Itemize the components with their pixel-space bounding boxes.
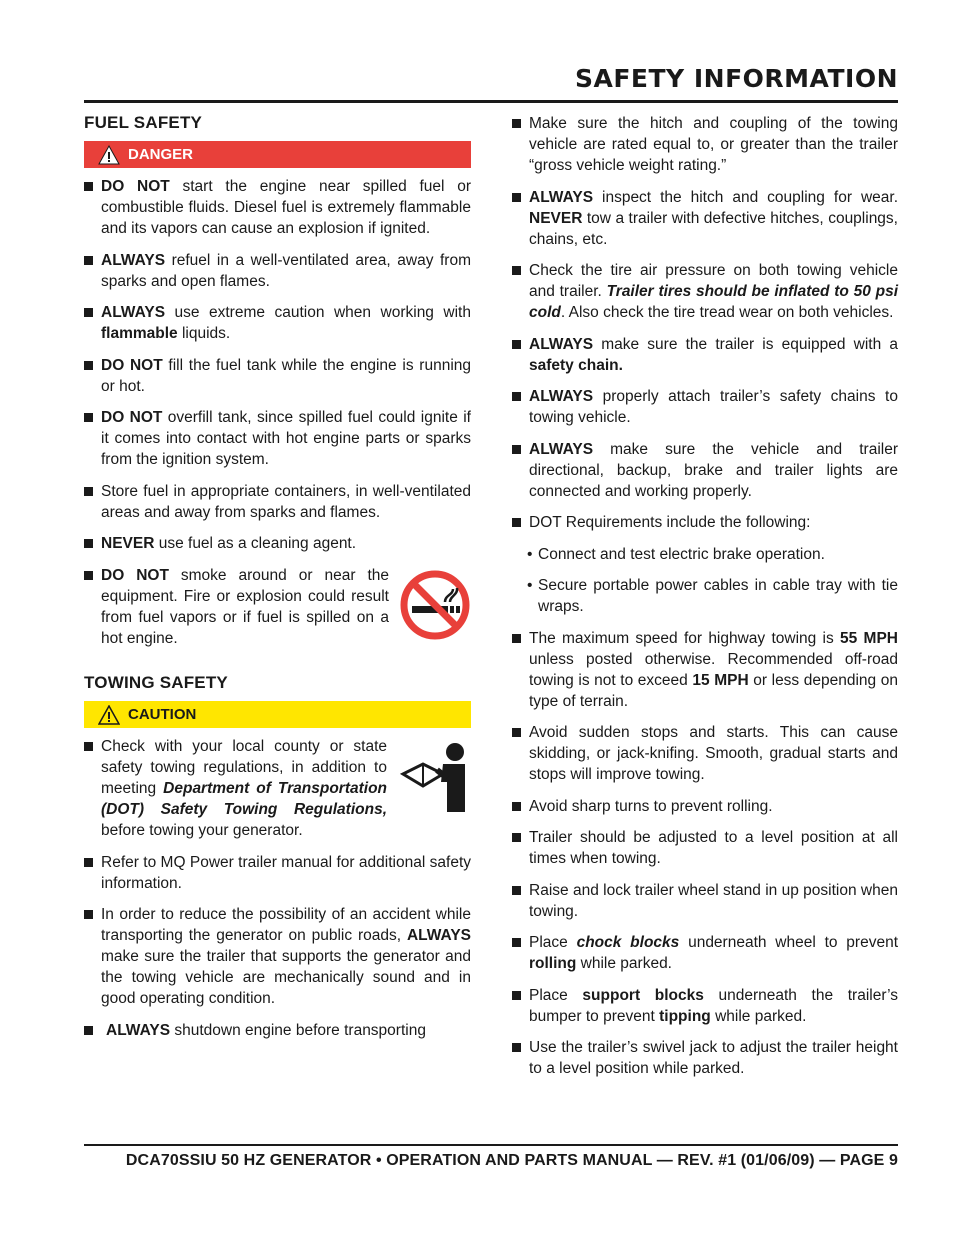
towing-item: Make sure the hitch and coupling of the towing vehicle are rated equal to, or greater than the trailer “gross vehicle weight rating.” [512,113,898,176]
fuel-item: DO NOT fill the fuel tank while the engine is running or hot. [84,355,471,397]
towing-item: Check with your local county or state safety towing regulations, in addition to meeting Department of Transportation (DOT) Safety Towing Regulations, before towing your generator. [84,736,471,841]
towing-item: Trailer should be adjusted to a level position at all times when towing. [512,827,898,869]
title-rule [84,100,898,103]
towing-item: Avoid sudden stops and starts. This can cause skidding, or jack-knifing. Smooth, gradual starts and stops will improve towing. [512,722,898,785]
caution-label: CAUTION [128,706,197,723]
fuel-item: ALWAYS refuel in a well-ventilated area, away from sparks and open flames. [84,250,471,292]
dot-requirement: • Connect and test electric brake operation. [527,545,825,563]
fuel-safety-title: FUEL SAFETY [84,113,203,132]
fuel-item: NEVER use fuel as a cleaning agent. [84,533,471,554]
towing-item: Refer to MQ Power trailer manual for additional safety information. [84,852,471,894]
towing-item: Check the tire air pressure on both towing vehicle and trailer. Trailer tires should be inflated to 50 psi cold. Also check the tire tread wear on both vehicles. [512,260,898,323]
towing-item: ALWAYS shutdown engine before transporting [84,1020,471,1041]
fuel-item: Store fuel in appropriate containers, in well-ventilated areas and away from sparks and flames. [84,481,471,523]
fuel-item: DO NOT start the engine near spilled fuel or combustible fluids. Diesel fuel is extremely flammable and its vapors can cause an explosion if ignited. [84,176,471,239]
towing-item: ALWAYS properly attach trailer’s safety chains to towing vehicle. [512,386,898,428]
towing-item: ALWAYS make sure the trailer is equipped with a safety chain. [512,334,898,376]
warning-triangle-icon [98,145,120,165]
page-title: SAFETY INFORMATION [575,64,898,93]
towing-item: In order to reduce the possibility of an accident while transporting the generator on public roads, ALWAYS make sure the trailer that supports the generator and the towing vehicle are mechanically sound and in good operating condition. [84,904,471,1009]
towing-item: Place chock blocks underneath wheel to prevent rolling while parked. [512,932,898,974]
towing-item: Use the trailer’s swivel jack to adjust the trailer height to a level position while parked. [512,1037,898,1079]
towing-item: Raise and lock trailer wheel stand in up position when towing. [512,880,898,922]
danger-label: DANGER [128,146,194,163]
towing-item: DOT Requirements include the following: [512,512,898,533]
fuel-item: ALWAYS use extreme caution when working with flammable liquids. [84,302,471,344]
fuel-item: DO NOT overfill tank, since spilled fuel could ignite if it comes into contact with hot engine parts or sparks from the ignition system. [84,407,471,470]
person-reading-manual-icon [397,740,471,814]
warning-triangle-icon [98,705,120,725]
page-footer: DCA70SSIU 50 HZ GENERATOR • OPERATION AND PARTS MANUAL — REV. #1 (01/06/09) — PAGE 9 [125,1152,898,1169]
left-column [84,113,471,1051]
right-column [512,113,898,1090]
fuel-item-no-smoking: DO NOT smoke around or near the equipment. Fire or explosion could result from fuel vapors or if fuel is spilled on a hot engine. [84,565,471,649]
towing-item: Avoid sharp turns to prevent rolling. [512,796,898,817]
towing-item: ALWAYS inspect the hitch and coupling for wear. NEVER tow a trailer with defective hitches, couplings, chains, etc. [512,187,898,250]
towing-item: Place support blocks underneath the trailer’s bumper to prevent tipping while parked. [512,985,898,1027]
no-smoking-icon [399,569,471,641]
caution-banner [84,701,471,728]
dot-requirement: • Secure portable power cables in cable tray with tie wraps. [527,577,898,615]
danger-banner [84,141,471,168]
towing-item: The maximum speed for highway towing is 55 MPH unless posted otherwise. Recommended off-road towing is not to exceed 15 MPH or less depending on type of terrain. [512,628,898,712]
footer-rule [84,1144,898,1146]
towing-safety-title: TOWING SAFETY [84,673,228,692]
towing-item: ALWAYS make sure the vehicle and trailer directional, backup, brake and trailer lights are connected and working properly. [512,439,898,502]
